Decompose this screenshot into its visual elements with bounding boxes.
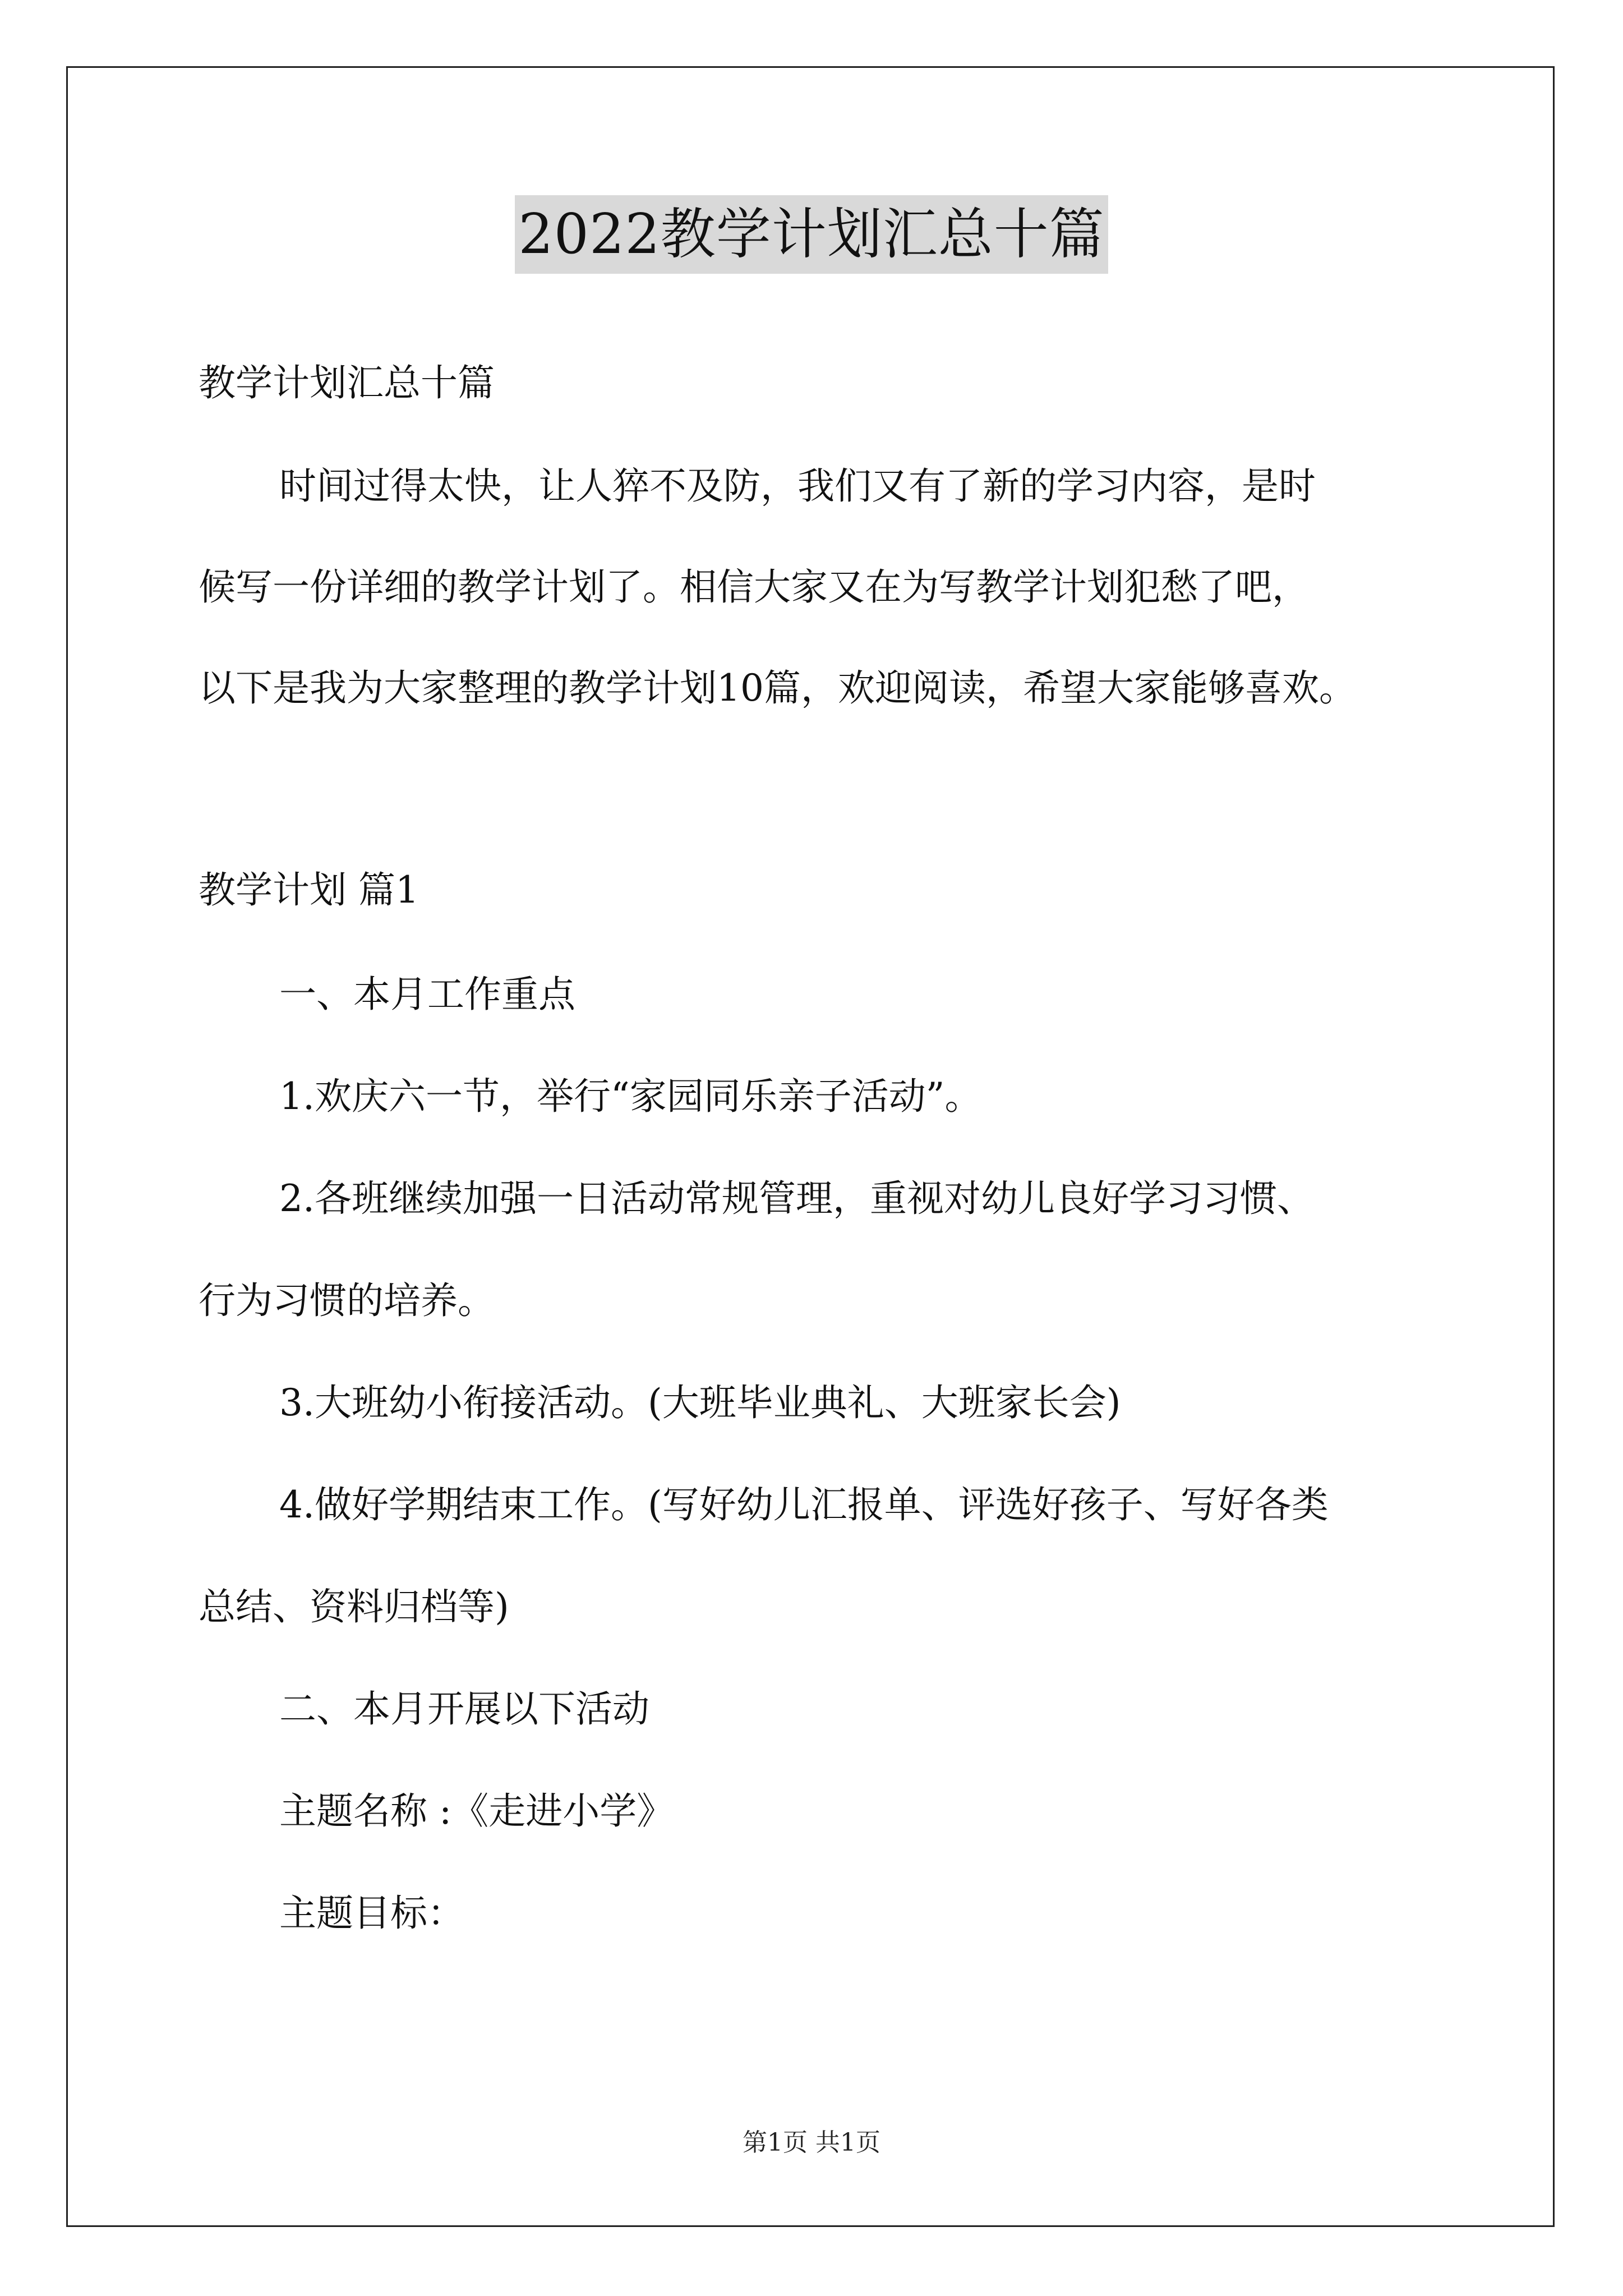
- body-line-5: 3.大班幼小衔接活动。(大班毕业典礼、大班家长会): [279, 1381, 1121, 1424]
- intro-line-2: 候写一份详细的教学计划了。相信大家又在为写教学计划犯愁了吧，: [199, 565, 1309, 609]
- body-line-3: 2.各班继续加强一日活动常规管理，重视对幼儿良好学习习惯、: [279, 1177, 1314, 1220]
- body-line-1: 一、本月工作重点: [279, 973, 575, 1016]
- intro-line-1: 时间过得太快，让人猝不及防，我们又有了新的学习内容，是时: [279, 464, 1316, 508]
- body-line-6: 4.做好学期结束工作。(写好幼儿汇报单、评选好孩子、写好各类: [279, 1483, 1329, 1526]
- page-footer: 第1页 共1页: [743, 2128, 880, 2157]
- body-line-4: 行为习惯的培养。: [199, 1279, 495, 1322]
- body-line-10: 主题目标：: [279, 1892, 464, 1935]
- body-line-2: 1.欢庆六一节，举行“家园同乐亲子活动”。: [279, 1075, 982, 1118]
- intro-line-3: 以下是我为大家整理的教学计划10篇，欢迎阅读，希望大家能够喜欢。: [199, 666, 1356, 710]
- body-line-8: 二、本月开展以下活动: [279, 1687, 649, 1731]
- body-line-9: 主题名称 :《走进小学》: [279, 1789, 674, 1833]
- document-title: 2022教学计划汇总十篇: [515, 195, 1108, 274]
- subtitle: 教学计划汇总十篇: [199, 361, 495, 404]
- body-line-7: 总结、资料归档等): [199, 1585, 509, 1628]
- title-container: [0, 195, 1623, 274]
- section-heading: 教学计划 篇1: [199, 868, 419, 912]
